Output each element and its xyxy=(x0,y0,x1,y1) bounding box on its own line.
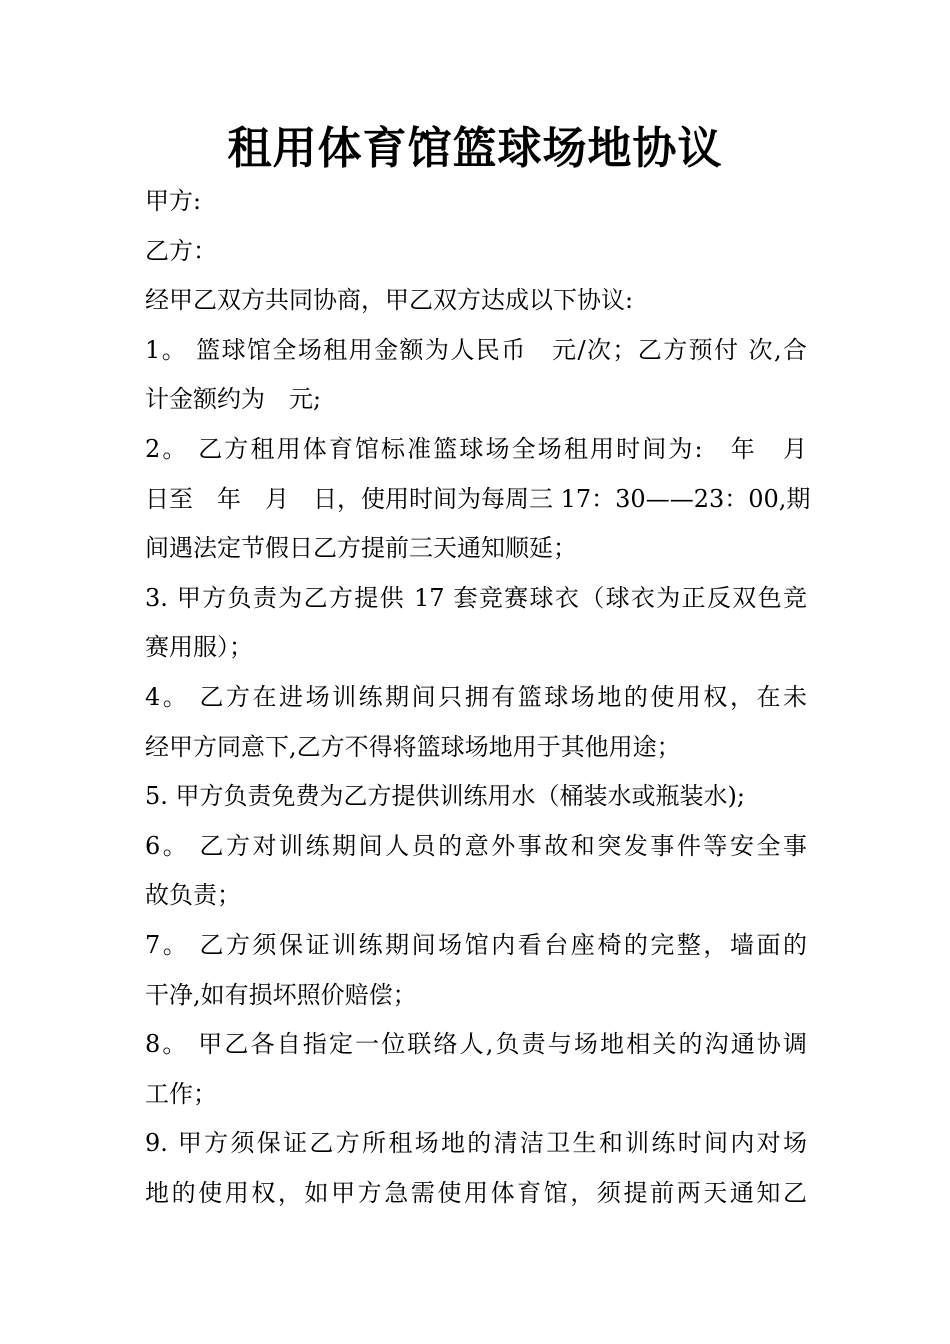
document-body xyxy=(145,177,811,1218)
clause-2-line-1: 2。 乙方租用体育馆标准篮球场全场租用时间为: 年 月 xyxy=(145,434,807,463)
clause-6-line-2: 故负责； xyxy=(145,881,241,910)
clause-8-line-1: 8。 甲乙各自指定一位联络人,负责与场地相关的沟通协调 xyxy=(145,1030,807,1059)
clause-4-line-2: 经甲方同意下,乙方不得将篮球场地用于其他用途； xyxy=(145,732,681,761)
clause-7-line-2: 干净,如有损坏照价赔偿； xyxy=(145,980,417,1009)
clause-3-line-2: 赛用服）； xyxy=(145,633,253,662)
clause-6-line-1: 6。 乙方对训练期间人员的意外事故和突发事件等安全事 xyxy=(145,831,807,860)
preamble-line: 经甲乙双方共同协商，甲乙双方达成以下协议: xyxy=(145,286,634,315)
clause-8-line-2: 工作； xyxy=(145,1079,217,1108)
clause-2-line-3: 间遇法定节假日乙方提前三天通知顺延； xyxy=(145,534,577,563)
clause-1-line-2: 计金额约为 元; xyxy=(145,385,322,414)
clause-9-line-2: 地的使用权，如甲方急需使用体育馆，须提前两天通知乙 xyxy=(145,1178,807,1207)
clause-2-line-2: 日至 年 月 日，使用时间为每周三 17：30——23：00,期 xyxy=(145,484,811,513)
party-b-line: 乙方： xyxy=(145,236,217,265)
clause-3-line-1: 3. 甲方负责为乙方提供 17 套竞赛球衣（球衣为正反双色竞 xyxy=(145,583,807,612)
party-a-line: 甲方: xyxy=(145,187,202,215)
document-title: 租用体育馆篮球场地协议 xyxy=(227,123,723,174)
clause-7-line-1: 7。 乙方须保证训练期间场馆内看台座椅的完整，墙面的 xyxy=(145,930,807,959)
clause-9-line-1: 9. 甲方须保证乙方所租场地的清洁卫生和训练时间内对场 xyxy=(145,1129,807,1158)
clause-1-line-1: 1。 篮球馆全场租用金额为人民币 元/次；乙方预付 次,合 xyxy=(145,335,807,364)
clause-5-line-1: 5. 甲方负责免费为乙方提供训练用水（桶装水或瓶装水); xyxy=(145,782,745,811)
clause-4-line-1: 4。 乙方在进场训练期间只拥有篮球场地的使用权，在未 xyxy=(145,682,807,711)
